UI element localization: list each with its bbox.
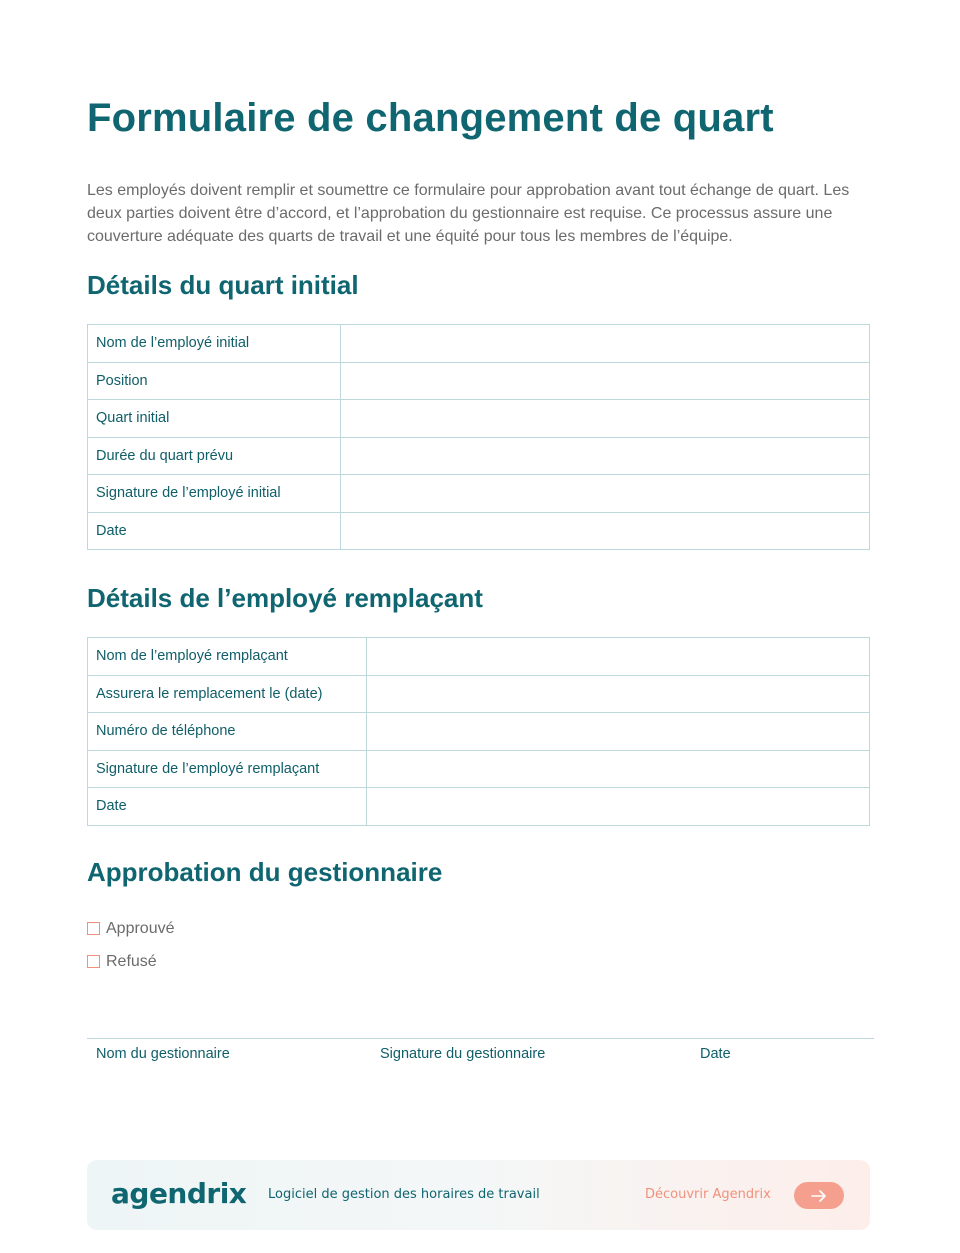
page-title: Formulaire de changement de quart <box>87 96 774 140</box>
manager-name-label: Nom du gestionnaire <box>96 1046 230 1062</box>
field-label: Nom de l’employé initial <box>88 325 341 363</box>
table-row <box>88 437 870 475</box>
field-input[interactable] <box>367 713 870 751</box>
table-row <box>88 400 870 438</box>
table-row <box>88 512 870 550</box>
discover-link[interactable]: Découvrir Agendrix <box>645 1187 771 1202</box>
field-input[interactable] <box>341 437 870 475</box>
discover-button[interactable] <box>794 1182 844 1209</box>
field-label: Date <box>88 512 341 550</box>
field-input[interactable] <box>341 362 870 400</box>
section-heading-initial-shift: Détails du quart initial <box>87 270 359 300</box>
table-row <box>88 750 870 788</box>
section-heading-manager-approval: Approbation du gestionnaire <box>87 857 443 887</box>
field-input[interactable] <box>367 750 870 788</box>
manager-signature-label: Signature du gestionnaire <box>380 1046 546 1062</box>
table-row <box>88 675 870 713</box>
checkbox-icon[interactable] <box>87 922 100 935</box>
field-input[interactable] <box>341 512 870 550</box>
footer-banner <box>87 1160 870 1230</box>
field-label: Date <box>88 788 367 826</box>
replacement-table <box>87 637 870 826</box>
field-label: Position <box>88 362 341 400</box>
section-heading-replacement: Détails de l’employé remplaçant <box>87 583 483 613</box>
field-label: Quart initial <box>88 400 341 438</box>
initial-shift-table <box>87 324 870 550</box>
table-row <box>88 325 870 363</box>
table-row <box>88 788 870 826</box>
field-input[interactable] <box>341 475 870 513</box>
intro-paragraph: Les employés doivent remplir et soumettre ce formulaire pour approbation avant tout échange de quart. Les deux parties doivent être d’accord, et l’approbation du gestionnaire est requise. Ce processus assure une couverture adéquate des quarts de travail et une équité pour tous les membres de l’équipe. <box>87 182 850 245</box>
agendrix-logo[interactable]: agendrix <box>111 1177 247 1210</box>
field-input[interactable] <box>341 325 870 363</box>
field-input[interactable] <box>367 638 870 676</box>
refused-checkbox[interactable] <box>87 945 175 978</box>
field-label: Numéro de téléphone <box>88 713 367 751</box>
field-label: Assurera le remplacement le (date) <box>88 675 367 713</box>
table-row <box>88 638 870 676</box>
table-row <box>88 362 870 400</box>
approval-options <box>87 912 175 978</box>
signature-line <box>87 1038 874 1039</box>
table-row <box>88 713 870 751</box>
field-input[interactable] <box>367 788 870 826</box>
field-label: Nom de l’employé remplaçant <box>88 638 367 676</box>
checkbox-icon[interactable] <box>87 955 100 968</box>
field-input[interactable] <box>341 400 870 438</box>
manager-date-label: Date <box>700 1046 731 1062</box>
approved-checkbox[interactable] <box>87 912 175 945</box>
field-label: Durée du quart prévu <box>88 437 341 475</box>
arrow-right-icon <box>811 1190 827 1202</box>
field-label: Signature de l’employé initial <box>88 475 341 513</box>
footer-tagline: Logiciel de gestion des horaires de travail <box>268 1187 540 1202</box>
refused-label: Refusé <box>106 952 157 970</box>
field-input[interactable] <box>367 675 870 713</box>
table-row <box>88 475 870 513</box>
field-label: Signature de l’employé remplaçant <box>88 750 367 788</box>
approved-label: Approuvé <box>106 919 175 937</box>
